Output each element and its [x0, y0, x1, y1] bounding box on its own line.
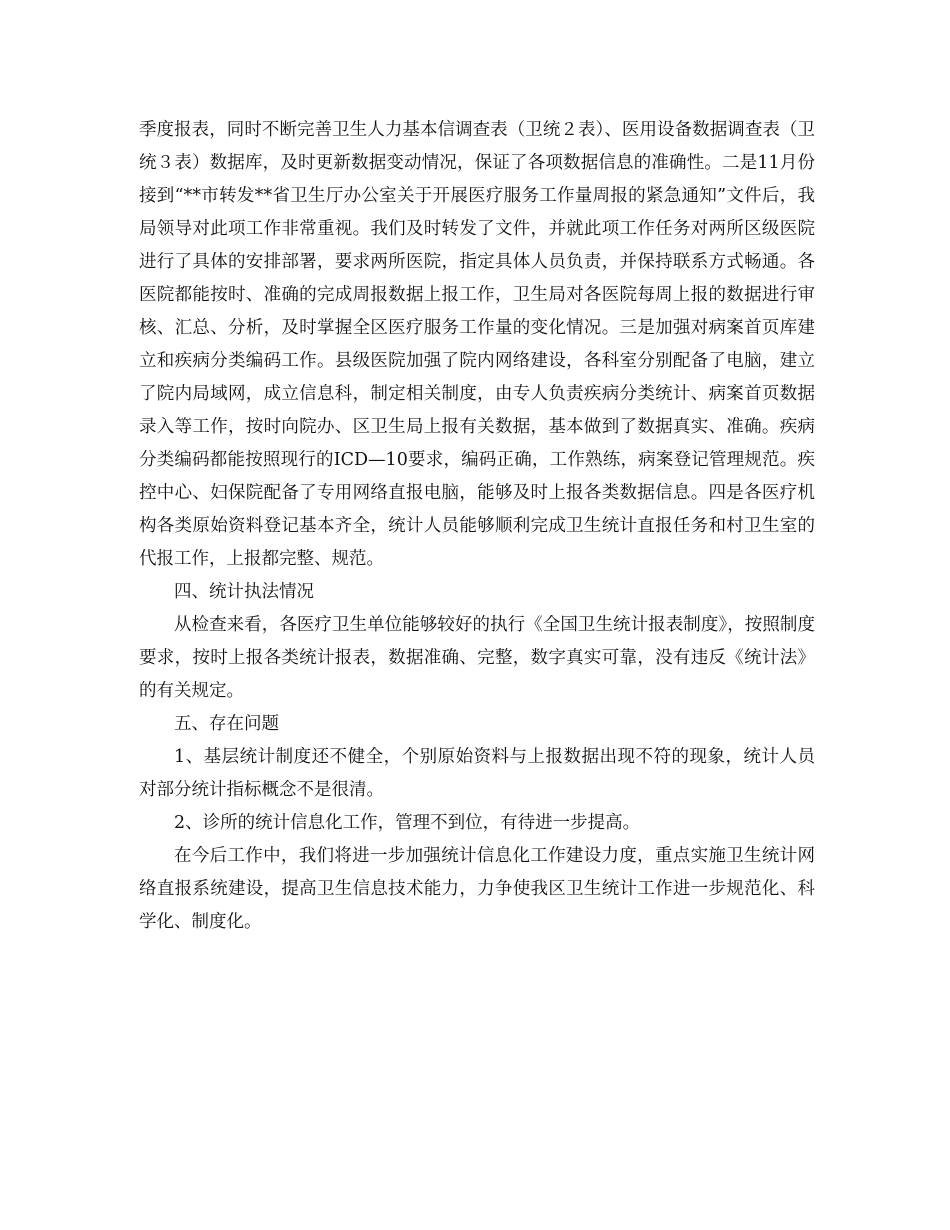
paragraph-problem-1: 1、基层统计制度还不健全，个别原始资料与上报数据出现不符的现象，统计人员对部分统计指标概念不是很清。 — [139, 747, 815, 800]
document-body — [139, 114, 815, 939]
paragraph-problem-2: 2、诊所的统计信息化工作，管理不到位，有待进一步提高。 — [174, 813, 641, 833]
paragraph-data-work-continued: 季度报表，同时不断完善卫生人力基本信调查表（卫统２表）、医用设备数据调查表（卫统３表）数据库，及时更新数据变动情况，保证了各项数据信息的准确性。二是11月份接到“**市转发**省卫生厅办公室关于开展医疗服务工作量周报的紧急通知”文件后，我局领导对此项工作非常重视。我们及时转发了文件，并就此项工作任务对两所区级医院进行了具体的安排部署，要求两所医院，指定具体人员负责，并保持联系方式畅通。各医院都能按时、准确的完成周报数据上报工作，卫生局对各医院每周上报的数据进行审核、汇总、分析，及时掌握全区医疗服务工作量的变化情况。三是加强对病案首页库建立和疾病分类编码工作。县级医院加强了院内网络建设，各科室分别配备了电脑，建立了院内局域网，成立信息科，制定相关制度，由专人负责疾病分类统计、病案首页数据录入等工作，按时向院办、区卫生局上报有关数据，基本做到了数据真实、准确。疾病分类编码都能按照现行的ICD—10要求，编码正确，工作熟练，病案登记管理规范。疾控中心、妇保院配备了专用网络直报电脑，能够及时上报各类数据信息。四是各医疗机构各类原始资料登记基本齐全，统计人员能够顺利完成卫生统计直报任务和村卫生室的代报工作，上报都完整、规范。 — [139, 120, 815, 569]
section-heading-problems: 五、存在问题 — [174, 714, 279, 734]
paragraph-future-work: 在今后工作中，我们将进一步加强统计信息化工作建设力度，重点实施卫生统计网络直报系统建设，提高卫生信息技术能力，力争使我区卫生统计工作进一步规范化、科学化、制度化。 — [139, 846, 815, 932]
paragraph-enforcement: 从检查来看，各医疗卫生单位能够较好的执行《全国卫生统计报表制度》，按照制度要求，按时上报各类统计报表，数据准确、完整，数字真实可靠，没有违反《统计法》的有关规定。 — [139, 615, 815, 701]
section-heading-enforcement: 四、统计执法情况 — [174, 582, 314, 602]
